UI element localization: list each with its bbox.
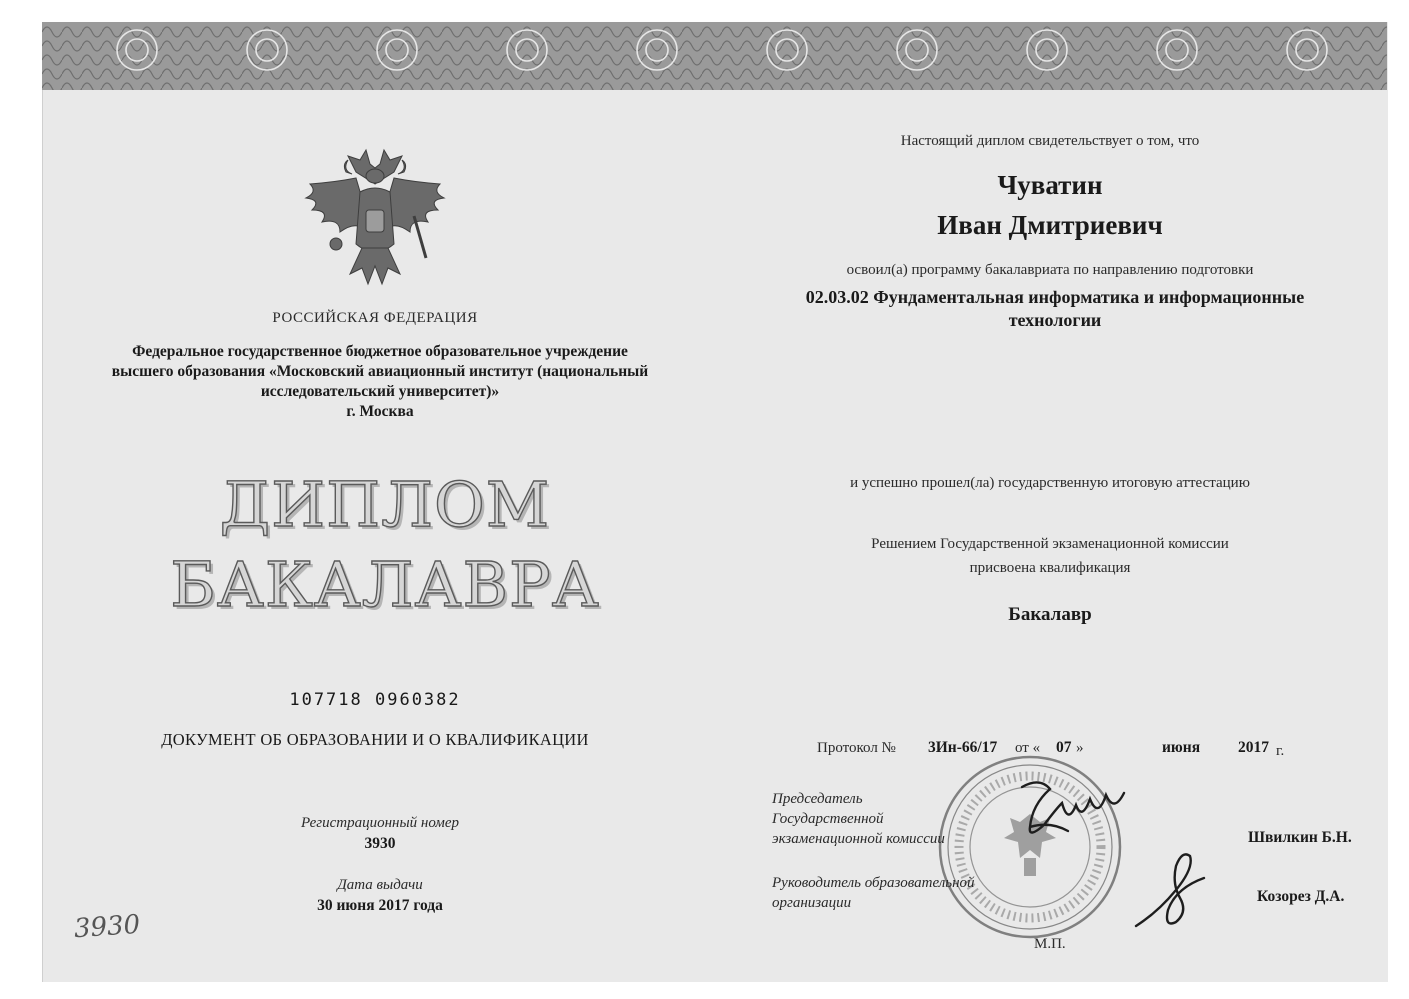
program-line-1: 02.03.02 Фундаментальная информатика и информационные bbox=[805, 287, 1305, 307]
institution-line-2: высшего образования «Московский авиационный институт (национальный bbox=[111, 363, 649, 380]
issue-date: 30 июня 2017 года bbox=[317, 897, 443, 914]
head-name: Козорез Д.А. bbox=[1257, 888, 1345, 905]
serial-number: 107718 0960382 bbox=[289, 690, 461, 710]
certifies-text: Настоящий диплом свидетельствует о том, что bbox=[900, 133, 1200, 149]
protocol-from: от « bbox=[1015, 740, 1041, 756]
chairman-title-line-2: Государственной bbox=[772, 811, 884, 827]
commission-decision-line-2: присвоена квалификация bbox=[969, 560, 1131, 576]
chairman-signature-icon bbox=[1010, 775, 1130, 845]
guilloche-border-band bbox=[42, 22, 1387, 90]
chairman-title-line-3: экзаменационной комиссии bbox=[772, 831, 945, 847]
document-type: ДОКУМЕНТ ОБ ОБРАЗОВАНИИ И О КВАЛИФИКАЦИИ bbox=[161, 730, 589, 749]
chairman-title-line-1: Председатель bbox=[772, 791, 863, 807]
double-headed-eagle-emblem-icon bbox=[296, 148, 454, 296]
chairman-name: Швилкин Б.Н. bbox=[1248, 829, 1352, 846]
registration-number-label: Регистрационный номер bbox=[300, 815, 459, 831]
institution-city: г. Москва bbox=[346, 403, 414, 420]
head-title bbox=[772, 873, 975, 913]
head-title-line-2: организации bbox=[772, 895, 852, 911]
protocol-month: июня bbox=[1162, 739, 1201, 756]
program-line-2: технологии bbox=[1008, 310, 1102, 330]
stamp-place-label: М.П. bbox=[1034, 936, 1066, 952]
protocol-day: 07 bbox=[1056, 739, 1072, 756]
attestation-text: и успешно прошел(ла) государственную итоговую аттестацию bbox=[850, 475, 1250, 491]
protocol-day-close: » bbox=[1076, 740, 1084, 756]
issue-date-label: Дата выдачи bbox=[337, 877, 423, 893]
country-name: РОССИЙСКАЯ ФЕДЕРАЦИЯ bbox=[272, 310, 478, 326]
program-mastered-text: освоил(а) программу бакалавриата по направлению подготовки bbox=[846, 262, 1254, 278]
diploma-title-line-2: БАКАЛАВРА bbox=[170, 548, 600, 621]
protocol-label: Протокол № bbox=[817, 740, 896, 756]
protocol-year: 2017 bbox=[1238, 739, 1269, 756]
handwritten-number: 3930 bbox=[73, 909, 142, 945]
diploma-title-line-1: ДИПЛОМ bbox=[219, 468, 551, 541]
registration-number: 3930 bbox=[364, 835, 396, 852]
institution-line-3: исследовательский университет)» bbox=[260, 383, 500, 400]
institution-name bbox=[60, 342, 700, 422]
chairman-title bbox=[772, 789, 945, 849]
protocol-number: 3Ин-66/17 bbox=[928, 739, 998, 756]
head-title-line-1: Руководитель образовательной bbox=[772, 875, 975, 891]
graduate-surname: Чуватин bbox=[997, 170, 1103, 200]
commission-decision-line-1: Решением Государственной экзаменационной комиссии bbox=[871, 536, 1229, 552]
head-signature-icon bbox=[1128, 850, 1210, 930]
qualification: Бакалавр bbox=[1008, 604, 1092, 625]
institution-line-1: Федеральное государственное бюджетное образовательное учреждение bbox=[132, 343, 628, 360]
graduate-given-names: Иван Дмитриевич bbox=[937, 210, 1163, 240]
protocol-year-suffix: г. bbox=[1276, 743, 1285, 759]
